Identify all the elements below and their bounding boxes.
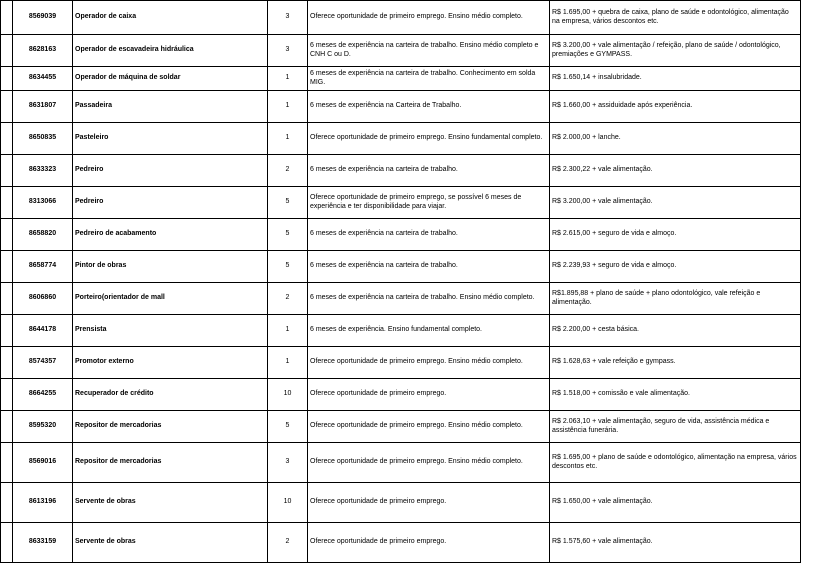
row-margin-cell — [1, 1, 13, 35]
job-code: 8569039 — [13, 1, 73, 35]
job-benefits: R$ 1.695,00 + plano de saúde e odontológico, alimentação na empresa, vários descontos etc. — [550, 443, 801, 483]
vacancy-count: 1 — [268, 315, 308, 347]
table-row — [1, 67, 801, 91]
vacancy-count: 3 — [268, 1, 308, 35]
table-row — [1, 379, 801, 411]
job-benefits: R$ 1.660,00 + assiduidade após experiência. — [550, 91, 801, 123]
job-requirements: Oferece oportunidade de primeiro emprego. — [308, 483, 550, 523]
job-listings-body — [1, 1, 801, 563]
job-title: Porteiro(orientador de mall — [73, 283, 268, 315]
job-code: 8644178 — [13, 315, 73, 347]
table-row — [1, 187, 801, 219]
vacancy-count: 1 — [268, 91, 308, 123]
job-code: 8628163 — [13, 35, 73, 67]
vacancy-count: 2 — [268, 283, 308, 315]
job-title: Operador de caixa — [73, 1, 268, 35]
job-requirements: 6 meses de experiência na carteira de trabalho. Ensino médio completo e CNH C ou D. — [308, 35, 550, 67]
job-requirements: Oferece oportunidade de primeiro emprego. Ensino médio completo. — [308, 347, 550, 379]
table-row — [1, 315, 801, 347]
row-margin-cell — [1, 483, 13, 523]
job-requirements: Oferece oportunidade de primeiro emprego. Ensino fundamental completo. — [308, 123, 550, 155]
job-benefits: R$ 1.628,63 + vale refeição e gympass. — [550, 347, 801, 379]
row-margin-cell — [1, 411, 13, 443]
job-benefits: R$ 1.695,00 + quebra de caixa, plano de saúde e odontológico, alimentação na empresa, vários descontos etc. — [550, 1, 801, 35]
row-margin-cell — [1, 251, 13, 283]
row-margin-cell — [1, 67, 13, 91]
row-margin-cell — [1, 187, 13, 219]
job-benefits: R$ 2.239,93 + seguro de vida e almoço. — [550, 251, 801, 283]
job-title: Operador de máquina de soldar — [73, 67, 268, 91]
row-margin-cell — [1, 91, 13, 123]
job-requirements: 6 meses de experiência. Ensino fundamental completo. — [308, 315, 550, 347]
job-benefits: R$ 2.615,00 + seguro de vida e almoço. — [550, 219, 801, 251]
job-code: 8664255 — [13, 379, 73, 411]
row-margin-cell — [1, 35, 13, 67]
job-requirements: Oferece oportunidade de primeiro emprego, se possível 6 meses de experiência e ter disponibilidade para viajar. — [308, 187, 550, 219]
job-code: 8658820 — [13, 219, 73, 251]
vacancy-count: 2 — [268, 155, 308, 187]
job-code: 8569016 — [13, 443, 73, 483]
job-benefits: R$ 2.200,00 + cesta básica. — [550, 315, 801, 347]
job-code: 8650835 — [13, 123, 73, 155]
job-requirements: Oferece oportunidade de primeiro emprego. Ensino médio completo. — [308, 1, 550, 35]
table-row — [1, 123, 801, 155]
job-code: 8633159 — [13, 523, 73, 563]
vacancy-count: 10 — [268, 379, 308, 411]
job-benefits: R$ 2.063,10 + vale alimentação, seguro de vida, assistência médica e assistência funerária. — [550, 411, 801, 443]
table-row — [1, 1, 801, 35]
job-title: Pintor de obras — [73, 251, 268, 283]
vacancy-count: 3 — [268, 35, 308, 67]
job-benefits: R$ 2.000,00 + lanche. — [550, 123, 801, 155]
vacancy-count: 5 — [268, 411, 308, 443]
table-row — [1, 283, 801, 315]
job-requirements: 6 meses de experiência na carteira de trabalho. Ensino médio completo. — [308, 283, 550, 315]
job-code: 8633323 — [13, 155, 73, 187]
job-benefits: R$ 1.575,60 + vale alimentação. — [550, 523, 801, 563]
table-row — [1, 219, 801, 251]
table-row — [1, 347, 801, 379]
table-row — [1, 155, 801, 187]
job-benefits: R$ 1.650,00 + vale alimentação. — [550, 483, 801, 523]
job-benefits: R$ 2.300,22 + vale alimentação. — [550, 155, 801, 187]
vacancy-count: 5 — [268, 219, 308, 251]
vacancy-count: 5 — [268, 251, 308, 283]
job-code: 8595320 — [13, 411, 73, 443]
job-code: 8613196 — [13, 483, 73, 523]
job-title: Pedreiro — [73, 187, 268, 219]
job-code: 8634455 — [13, 67, 73, 91]
job-title: Pedreiro — [73, 155, 268, 187]
job-code: 8313066 — [13, 187, 73, 219]
row-margin-cell — [1, 219, 13, 251]
table-row — [1, 523, 801, 563]
job-title: Repositor de mercadorias — [73, 411, 268, 443]
job-title: Operador de escavadeira hidráulica — [73, 35, 268, 67]
row-margin-cell — [1, 443, 13, 483]
job-requirements: Oferece oportunidade de primeiro emprego. Ensino médio completo. — [308, 411, 550, 443]
vacancy-count: 1 — [268, 67, 308, 91]
job-title: Recuperador de crédito — [73, 379, 268, 411]
table-row — [1, 35, 801, 67]
row-margin-cell — [1, 123, 13, 155]
vacancy-count: 2 — [268, 523, 308, 563]
job-requirements: 6 meses de experiência na carteira de trabalho. — [308, 219, 550, 251]
row-margin-cell — [1, 155, 13, 187]
job-code: 8574357 — [13, 347, 73, 379]
table-row — [1, 483, 801, 523]
job-benefits: R$ 3.200,00 + vale alimentação. — [550, 187, 801, 219]
table-row — [1, 91, 801, 123]
vacancy-count: 1 — [268, 347, 308, 379]
vacancy-count: 10 — [268, 483, 308, 523]
job-title: Pedreiro de acabamento — [73, 219, 268, 251]
job-requirements: 6 meses de experiência na Carteira de Trabalho. — [308, 91, 550, 123]
job-title: Promotor externo — [73, 347, 268, 379]
job-requirements: Oferece oportunidade de primeiro emprego. Ensino médio completo. — [308, 443, 550, 483]
job-benefits: R$ 1.650,14 + insalubridade. — [550, 67, 801, 91]
job-benefits: R$ 3.200,00 + vale alimentação / refeição, plano de saúde / odontológico, premiações e GYMPASS. — [550, 35, 801, 67]
job-title: Pasteleiro — [73, 123, 268, 155]
row-margin-cell — [1, 315, 13, 347]
job-requirements: Oferece oportunidade de primeiro emprego. — [308, 379, 550, 411]
row-margin-cell — [1, 379, 13, 411]
vacancy-count: 5 — [268, 187, 308, 219]
job-title: Repositor de mercadorias — [73, 443, 268, 483]
row-margin-cell — [1, 523, 13, 563]
job-requirements: Oferece oportunidade de primeiro emprego. — [308, 523, 550, 563]
job-code: 8606860 — [13, 283, 73, 315]
job-title: Passadeira — [73, 91, 268, 123]
job-requirements: 6 meses de experiência na carteira de trabalho. — [308, 155, 550, 187]
row-margin-cell — [1, 283, 13, 315]
table-row — [1, 251, 801, 283]
vacancy-count: 3 — [268, 443, 308, 483]
table-row — [1, 411, 801, 443]
vacancy-count: 1 — [268, 123, 308, 155]
job-benefits: R$1.895,88 + plano de saúde + plano odontológico, vale refeição e alimentação. — [550, 283, 801, 315]
row-margin-cell — [1, 347, 13, 379]
job-code: 8631807 — [13, 91, 73, 123]
job-code: 8658774 — [13, 251, 73, 283]
job-benefits: R$ 1.518,00 + comissão e vale alimentação. — [550, 379, 801, 411]
job-title: Servente de obras — [73, 523, 268, 563]
job-requirements: 6 meses de experiência na carteira de trabalho. Conhecimento em solda MIG. — [308, 67, 550, 91]
table-row — [1, 443, 801, 483]
job-title: Prensista — [73, 315, 268, 347]
job-title: Servente de obras — [73, 483, 268, 523]
job-requirements: 6 meses de experiência na carteira de trabalho. — [308, 251, 550, 283]
